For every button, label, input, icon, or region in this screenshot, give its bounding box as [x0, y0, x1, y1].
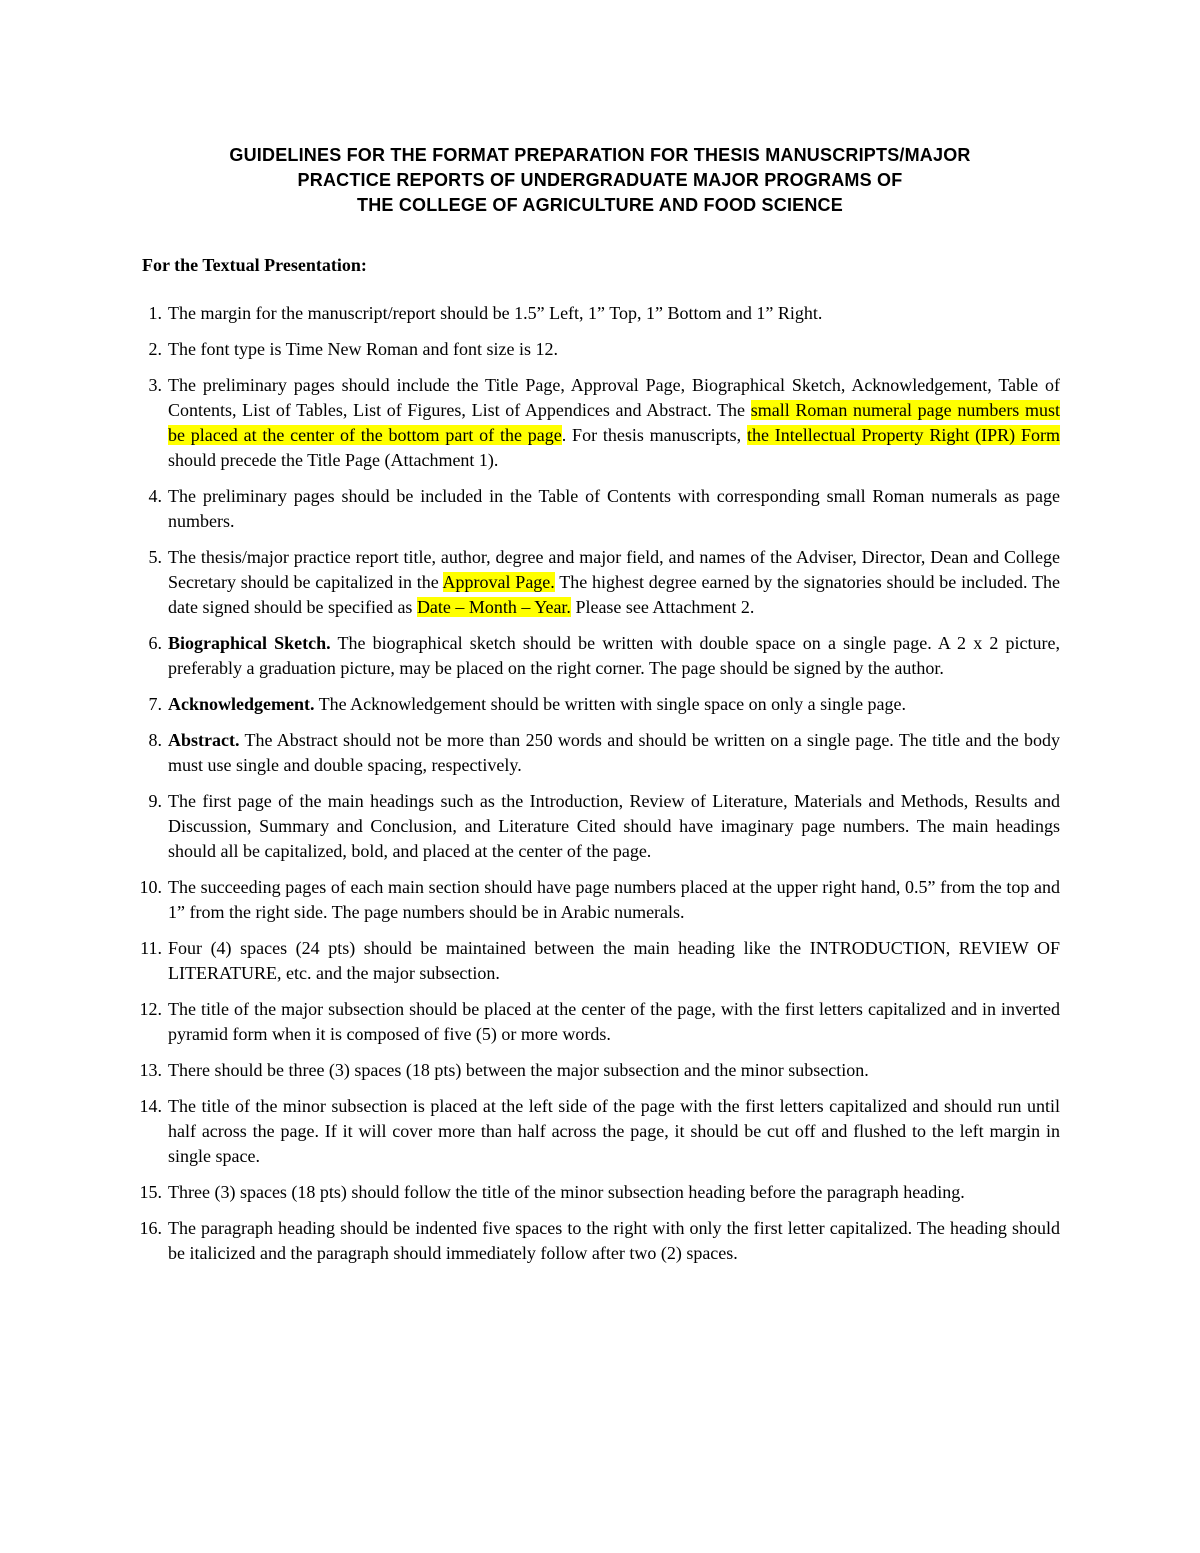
title-line-2: PRACTICE REPORTS OF UNDERGRADUATE MAJOR PROGRAMS OF	[297, 170, 903, 190]
list-item	[139, 997, 1060, 1047]
item-number: 9.	[148, 791, 162, 811]
list-item	[142, 484, 1060, 534]
item-number: 2.	[148, 339, 162, 359]
title-line-3: THE COLLEGE OF AGRICULTURE AND FOOD SCIENCE	[357, 195, 843, 215]
highlighted-text: Date – Month – Year.	[416, 597, 571, 617]
list-item	[142, 545, 1060, 620]
item-lead-in: Acknowledgement.	[168, 694, 315, 714]
item-text: The biographical sketch should be written with double space on a single page. A 2 x 2 picture, preferably a graduation picture, may be placed on the right corner. The page should be signed by the author.	[168, 633, 1060, 678]
highlighted-text: small Roman numeral page numbers must be placed at the center of the bottom part of the page	[168, 400, 1060, 445]
list-item	[142, 728, 1060, 778]
item-text: The margin for the manuscript/report should be 1.5” Left, 1” Top, 1” Bottom and 1” Right.	[168, 303, 823, 323]
list-item	[142, 789, 1060, 864]
item-text: . For thesis manuscripts,	[561, 425, 747, 445]
item-number: 7.	[148, 694, 162, 714]
item-number: 4.	[148, 486, 162, 506]
item-number: 3.	[148, 375, 162, 395]
document-title	[0, 143, 1200, 218]
list-item	[139, 1180, 1060, 1205]
item-text: There should be three (3) spaces (18 pts) between the major subsection and the minor subsection.	[168, 1060, 869, 1080]
item-text: The title of the minor subsection is placed at the left side of the page with the first letters capitalized and should run until half across the page. If it will cover more than half across the page, it should be cut off and flushed to the left margin in single space.	[168, 1096, 1060, 1166]
item-number: 1.	[148, 303, 162, 323]
list-item	[142, 692, 1060, 717]
item-text: should precede the Title Page (Attachment 1).	[168, 450, 499, 470]
item-text: The preliminary pages should be included in the Table of Contents with corresponding small Roman numerals as page numbers.	[168, 486, 1060, 531]
item-text: The thesis/major practice report title, author, degree and major field, and names of the Adviser, Director, Dean and College Secretary should be capitalized in the	[168, 547, 1060, 592]
item-text: The font type is Time New Roman and font size is 12.	[168, 339, 558, 359]
list-item	[142, 301, 1060, 326]
item-text: The paragraph heading should be indented five spaces to the right with only the first letter capitalized. The heading should be italicized and the paragraph should immediately follow after two (2) spaces.	[168, 1218, 1060, 1263]
item-number: 13.	[139, 1060, 162, 1080]
guidelines-list	[139, 301, 1060, 1277]
item-text: Please see Attachment 2.	[570, 597, 755, 617]
item-lead-in: Biographical Sketch.	[168, 633, 331, 653]
item-number: 12.	[139, 999, 162, 1019]
item-text: The highest degree earned by the signatories should be included. The date signed should be specified as	[168, 572, 1060, 617]
item-text: The first page of the main headings such as the Introduction, Review of Literature, Materials and Methods, Results and Discussion, Summary and Conclusion, and Literature Cited should have imaginary page numbers. The main headings should all be capitalized, bold, and placed at the center of the page.	[168, 791, 1060, 861]
item-text: The succeeding pages of each main section should have page numbers placed at the upper right hand, 0.5” from the top and 1” from the right side. The page numbers should be in Arabic numerals.	[168, 877, 1060, 922]
item-number: 10.	[139, 877, 162, 897]
item-lead-in: Abstract.	[168, 730, 240, 750]
item-number: 14.	[139, 1096, 162, 1116]
item-number: 16.	[139, 1218, 162, 1238]
list-item	[139, 1216, 1060, 1266]
list-item	[142, 631, 1060, 681]
list-item	[142, 337, 1060, 362]
list-item	[142, 936, 1060, 986]
title-line-1: GUIDELINES FOR THE FORMAT PREPARATION FOR THESIS MANUSCRIPTS/MAJOR	[229, 145, 971, 165]
item-number: 5.	[148, 547, 162, 567]
item-number: 6.	[148, 633, 162, 653]
item-number: 15.	[139, 1182, 162, 1202]
item-text: The Abstract should not be more than 250 words and should be written on a single page. The title and the body must use single and double spacing, respectively.	[168, 730, 1060, 775]
item-text: The title of the major subsection should be placed at the center of the page, with the first letters capitalized and in inverted pyramid form when it is composed of five (5) or more words.	[168, 999, 1060, 1044]
item-number: 11.	[140, 938, 162, 958]
item-text: Three (3) spaces (18 pts) should follow the title of the minor subsection heading before the paragraph heading.	[168, 1182, 965, 1202]
item-text: Four (4) spaces (24 pts) should be maintained between the main heading like the INTRODUCTION, REVIEW OF LITERATURE, etc. and the major subsection.	[168, 938, 1060, 983]
list-item	[139, 1058, 1060, 1083]
section-heading: For the Textual Presentation:	[142, 255, 367, 275]
list-item	[142, 373, 1060, 473]
item-text: The Acknowledgement should be written with single space on only a single page.	[314, 694, 907, 714]
list-item	[139, 875, 1060, 925]
highlighted-text: the Intellectual Property Right (IPR) Form	[746, 425, 1060, 445]
list-item	[139, 1094, 1060, 1169]
highlighted-text: Approval Page.	[442, 572, 555, 592]
item-number: 8.	[148, 730, 162, 750]
item-text: The preliminary pages should include the Title Page, Approval Page, Biographical Sketch, Acknowledgement, Table of Contents, List of Tables, List of Figures, List of Appendices and Abstract. The	[168, 375, 1060, 420]
